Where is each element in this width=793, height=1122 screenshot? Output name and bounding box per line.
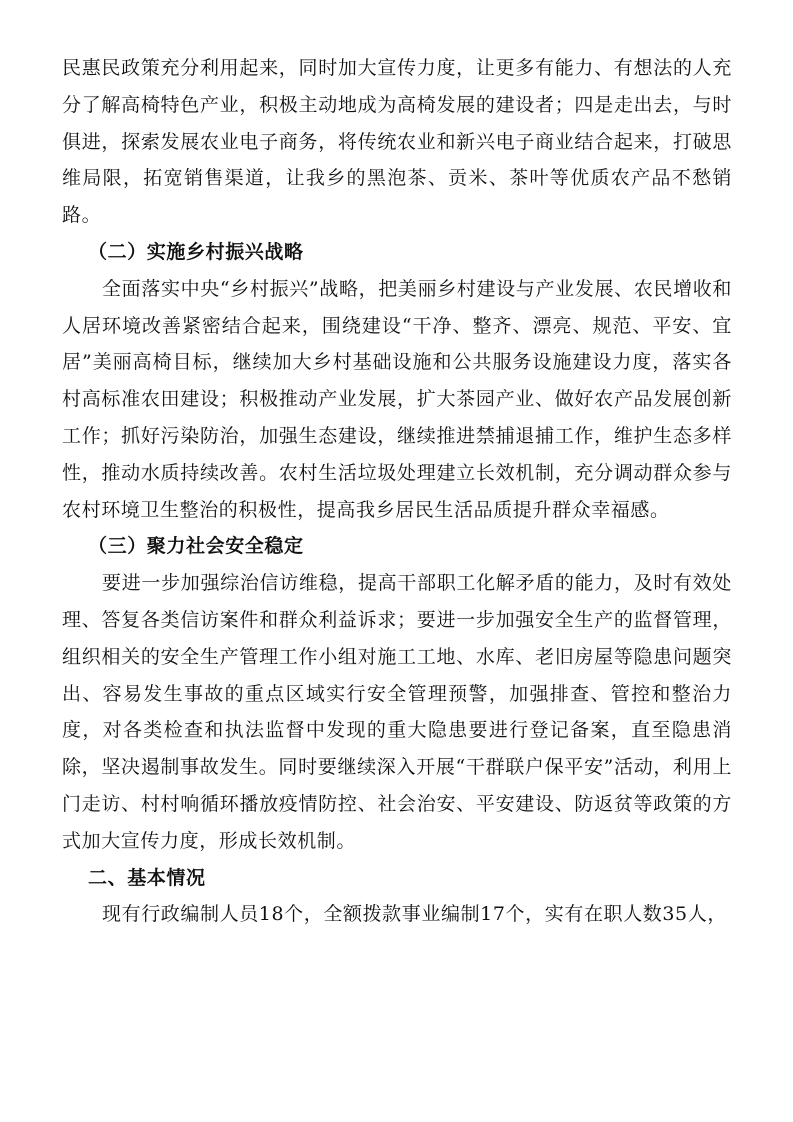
heading-social-safety: （三）聚力社会安全稳定 (88, 535, 304, 558)
paragraph-basic-situation: 现有行政编制人员18个，全额拨款事业编制17个，实有在职人数35人， (102, 903, 727, 926)
heading-basic-situation: 二、基本情况 (88, 866, 206, 889)
document-body (62, 50, 732, 933)
heading-rural-revitalization: （二）实施乡村振兴战略 (88, 240, 304, 263)
paragraph-social-safety: 要进一步加强综治信访维稳，提高干部职工化解矛盾的能力，及时有效处理、答复各类信访案件和群众利益诉求；要进一步加强安全生产的监督管理，组织相关的安全生产管理工作小组对施工工地、水库、老旧房屋等隐患问题突出、容易发生事故的重点区域实行安全管理预警，加强排查、管控和整治力度，对各类检查和执法监督中发现的重大隐患要进行登记备案，直至隐患消除，坚决遏制事故发生。同时要继续深入开展“干群联户保平安”活动，利用上门走访、村村响循环播放疫情防控、社会治安、平安建设、防返贫等政策的方式加大宣传力度，形成长效机制。 (62, 572, 732, 852)
paragraph-rural-revitalization: 全面落实中央“乡村振兴”战略，把美丽乡村建设与产业发展、农民增收和人居环境改善紧密结合起来，围绕建设“干净、整齐、漂亮、规范、平安、宜居”美丽高椅目标，继续加大乡村基础设施和公共服务设施建设力度，落实各村高标准农田建设；积极推动产业发展，扩大茶园产业、做好农产品发展创新工作；抓好污染防治，加强生态建设，继续推进禁捕退捕工作，维护生态多样性，推动水质持续改善。农村生活垃圾处理建立长效机制，充分调动群众参与农村环境卫生整治的积极性，提高我乡居民生活品质提升群众幸福感。 (62, 277, 732, 521)
paragraph-intro: 民惠民政策充分利用起来，同时加大宣传力度，让更多有能力、有想法的人充分了解高椅特色产业，积极主动地成为高椅发展的建设者；四是走出去，与时俱进，探索发展农业电子商务，将传统农业和新兴电子商业结合起来，打破思维局限，拓宽销售渠道，让我乡的黑泡茶、贡米、茶叶等优质农产品不愁销路。 (62, 57, 732, 227)
